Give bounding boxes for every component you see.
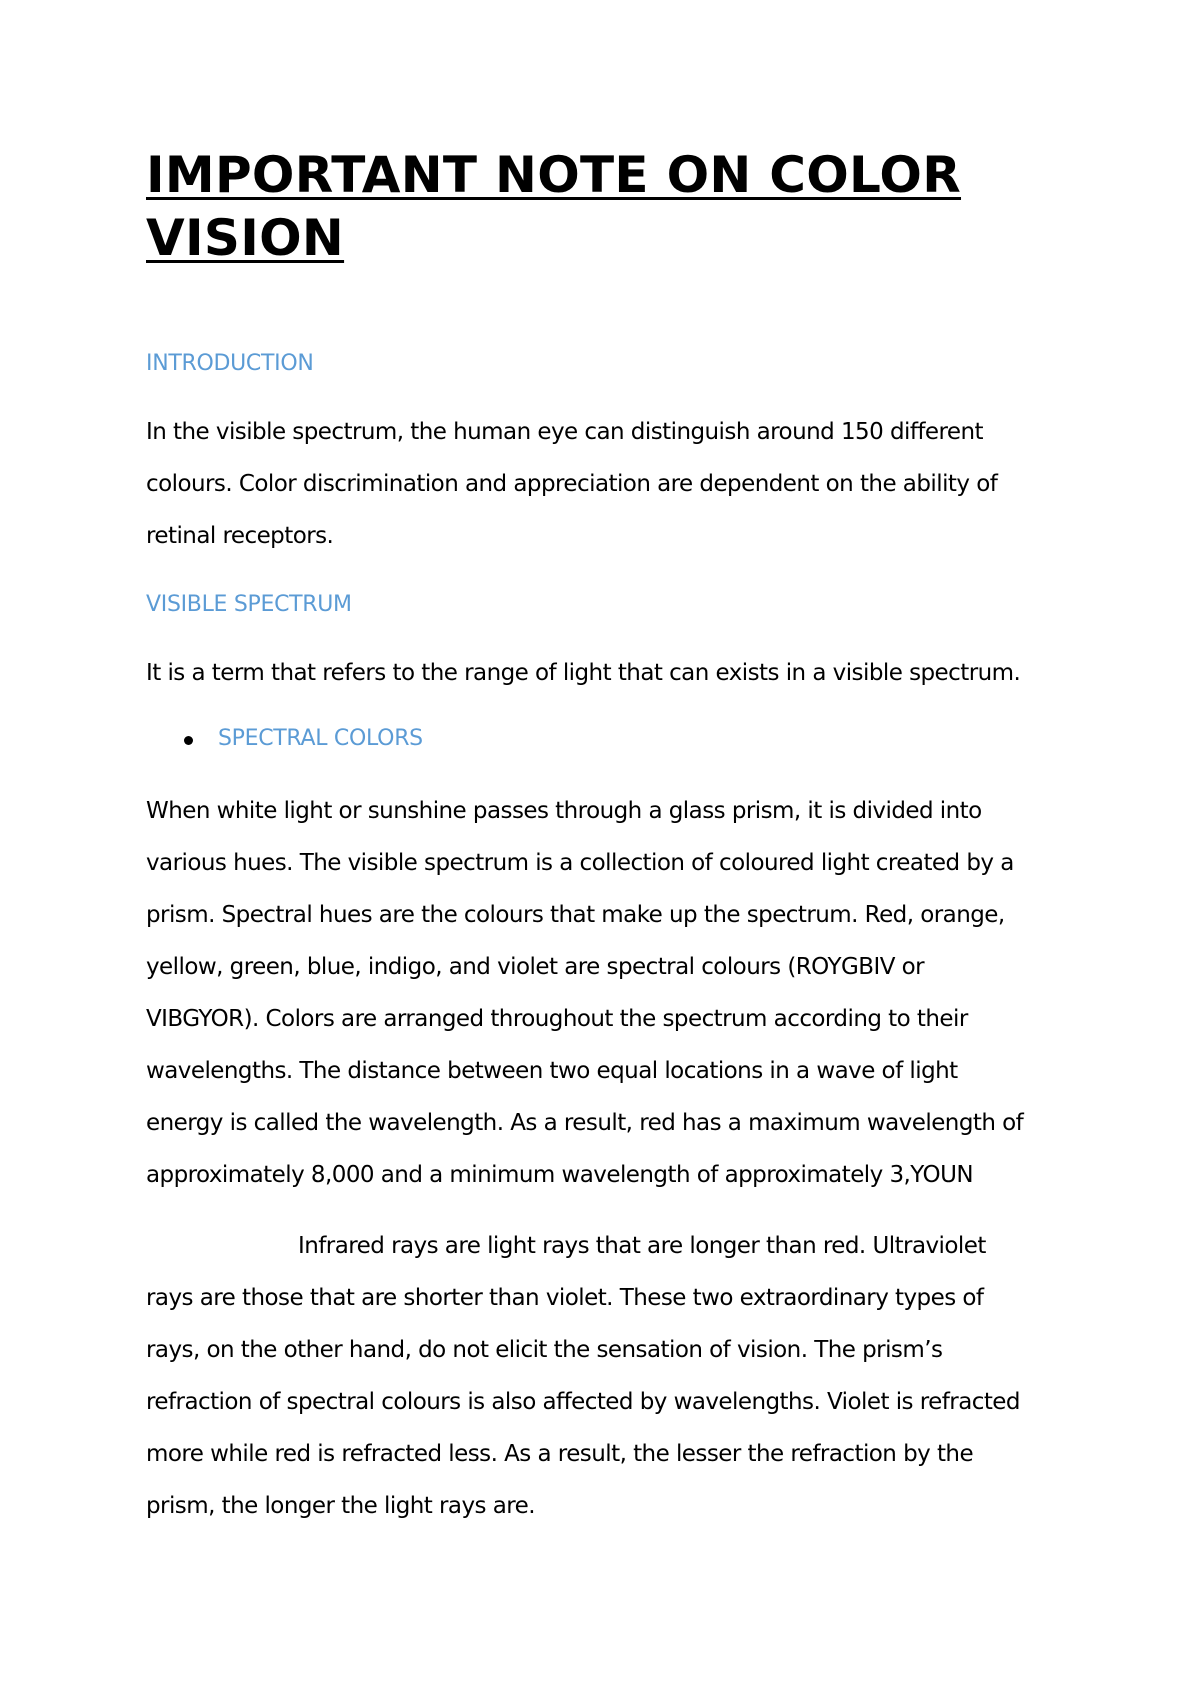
- paragraph-line: wavelengths. The distance between two equal locations in a wave of light: [146, 1058, 958, 1084]
- paragraph-line: Infrared rays are light rays that are longer than red. Ultraviolet: [298, 1233, 986, 1259]
- paragraph-line: more while red is refracted less. As a result, the lesser the refraction by the: [146, 1441, 974, 1467]
- paragraph-line: colours. Color discrimination and appreciation are dependent on the ability of: [146, 471, 998, 497]
- paragraph-line: In the visible spectrum, the human eye can distinguish around 150 different: [146, 419, 984, 445]
- paragraph-line: VIBGYOR). Colors are arranged throughout the spectrum according to their: [146, 1006, 968, 1032]
- paragraph-line: It is a term that refers to the range of light that can exists in a visible spectrum.: [146, 660, 1021, 686]
- paragraph-line: refraction of spectral colours is also affected by wavelengths. Violet is refracted: [146, 1389, 1020, 1415]
- visible-spectrum-paragraph: [146, 647, 1066, 699]
- heading-spectral-colors: SPECTRAL COLORS: [218, 726, 423, 751]
- document-page: [146, 0, 1076, 1698]
- paragraph-line: various hues. The visible spectrum is a collection of coloured light created by a: [146, 850, 1014, 876]
- spectral-colors-paragraph-1: [146, 785, 1066, 1201]
- paragraph-line: rays are those that are shorter than violet. These two extraordinary types of: [146, 1285, 984, 1311]
- title-line: VISION: [146, 209, 345, 267]
- introduction-paragraph: [146, 406, 1066, 562]
- paragraph-line: retinal receptors.: [146, 523, 334, 549]
- paragraph-line: approximately 8,000 and a minimum wavelength of approximately 3,YOUN: [146, 1162, 974, 1188]
- heading-introduction: INTRODUCTION: [146, 351, 314, 376]
- paragraph-line: When white light or sunshine passes through a glass prism, it is divided into: [146, 798, 982, 824]
- bullet-dot-icon: [184, 736, 193, 745]
- paragraph-line: rays, on the other hand, do not elicit the sensation of vision. The prism’s: [146, 1337, 943, 1363]
- paragraph-line: energy is called the wavelength. As a result, red has a maximum wavelength of: [146, 1110, 1024, 1136]
- paragraph-line: prism. Spectral hues are the colours that make up the spectrum. Red, orange,: [146, 902, 1005, 928]
- heading-visible-spectrum: VISIBLE SPECTRUM: [146, 592, 352, 617]
- document-title: [146, 144, 961, 270]
- title-line: IMPORTANT NOTE ON COLOR: [146, 146, 962, 204]
- paragraph-line: yellow, green, blue, indigo, and violet are spectral colours (ROYGBIV or: [146, 954, 925, 980]
- spectral-colors-bullet-item: [146, 722, 746, 762]
- spectral-colors-paragraph-2: [146, 1220, 1066, 1532]
- paragraph-line: prism, the longer the light rays are.: [146, 1493, 536, 1519]
